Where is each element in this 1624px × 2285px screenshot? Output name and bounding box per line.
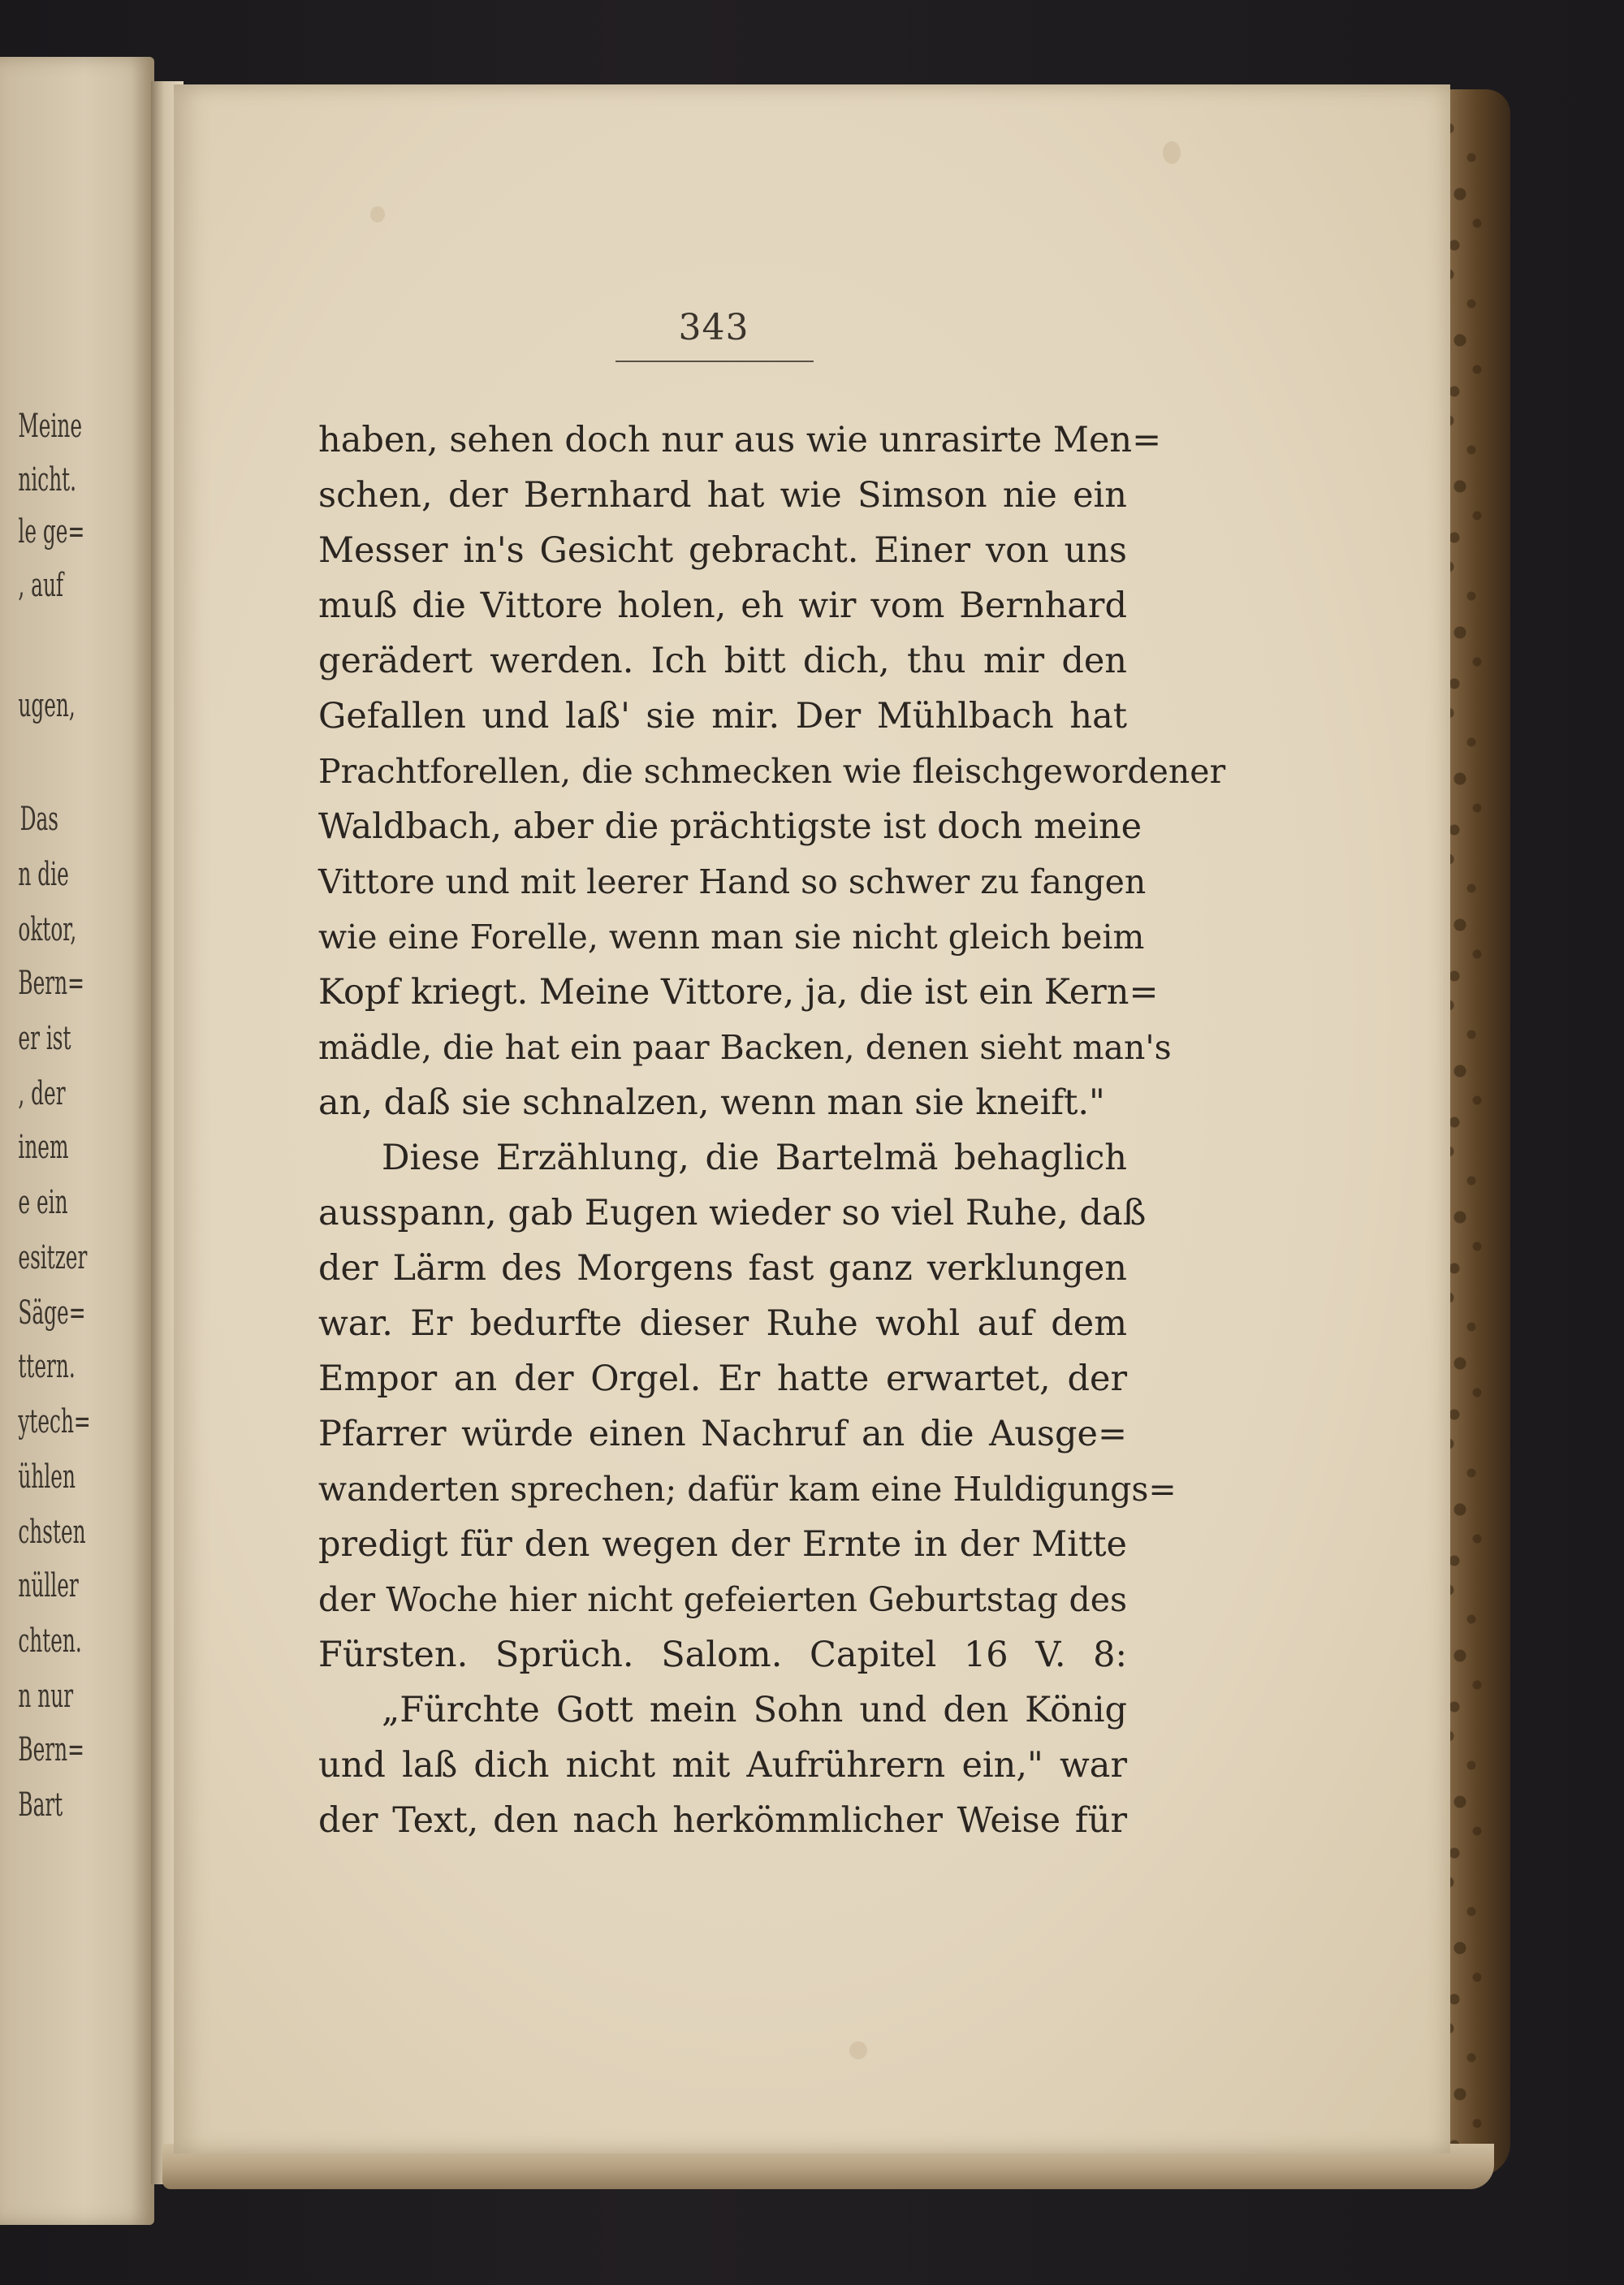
text-line: wie eine Forelle, wenn man sie nicht gleich beim (318, 918, 1145, 957)
left-page-fragment: ühlen (18, 1458, 76, 1496)
left-page-fragment: Bern= (18, 1731, 84, 1769)
left-page-fragment: esitzer (18, 1239, 88, 1276)
left-page-fragment: ugen, (18, 687, 76, 724)
left-page-fragment: , auf (18, 567, 64, 604)
text-line: und laß dich nicht mit Aufrührern ein," war (318, 1745, 1127, 1786)
left-page-fragment: er ist (18, 1020, 71, 1057)
left-page-fragment: chsten (18, 1514, 86, 1551)
text-line: der Woche hier nicht gefeierten Geburtstag des (318, 1580, 1127, 1619)
left-page-fragment: Bart (18, 1786, 63, 1824)
left-page-fragment: inem (18, 1129, 69, 1166)
text-line: Empor an der Orgel. Er hatte erwartet, der (318, 1358, 1127, 1399)
text-line: war. Er bedurfte dieser Ruhe wohl auf dem (318, 1303, 1127, 1344)
text-line: Prachtforellen, die schmecken wie fleischgewordener (318, 752, 1226, 791)
text-line: „Fürchte Gott mein Sohn und den König (382, 1690, 1127, 1730)
text-line: wanderten sprechen; dafür kam eine Huldigungs= (318, 1470, 1177, 1509)
text-line: mädle, die hat ein paar Backen, denen sieht man's (318, 1028, 1172, 1067)
left-page-fragment: nüller (18, 1567, 79, 1605)
left-page-fragment: nicht. (18, 461, 77, 499)
left-page-fragment: oktor, (18, 911, 77, 948)
left-page-fragment: le ge= (18, 513, 85, 551)
text-line: der Lärm des Morgens fast ganz verklungen (318, 1248, 1127, 1289)
previous-page (0, 57, 154, 2225)
text-line: Kopf kriegt. Meine Vittore, ja, die ist ein Kern= (318, 972, 1159, 1013)
text-line: schen, der Bernhard hat wie Simson nie ein (318, 475, 1127, 516)
paper-stain (849, 2041, 867, 2059)
text-line: an, daß sie schnalzen, wenn man sie kneift." (318, 1082, 1105, 1123)
left-page-fragment: chten. (18, 1622, 82, 1660)
left-page-fragment: Meine (18, 408, 83, 445)
text-line: haben, sehen doch nur aus wie unrasirte Men= (318, 420, 1162, 460)
left-page-fragment: e ein (18, 1184, 68, 1221)
text-line: Diese Erzählung, die Bartelmä behaglich (382, 1138, 1127, 1178)
text-line: Vittore und mit leerer Hand so schwer zu fangen (318, 862, 1147, 901)
header-rule (615, 361, 814, 362)
left-page-fragment: Das (19, 801, 58, 838)
text-line: der Text, den nach herkömmlicher Weise für (318, 1800, 1127, 1841)
left-page-fragment: n die (18, 856, 69, 893)
text-line: Fürsten. Sprüch. Salom. Capitel 16 V. 8: (318, 1635, 1127, 1675)
text-line: Waldbach, aber die prächtigste ist doch meine (318, 806, 1142, 847)
text-line: gerädert werden. Ich bitt dich, thu mir den (318, 641, 1127, 681)
left-page-fragment: Bern= (18, 965, 84, 1002)
left-page-fragment: ytech= (18, 1403, 91, 1441)
left-page-fragment: Säge= (18, 1294, 86, 1332)
text-line: Pfarrer würde einen Nachruf an die Ausge= (318, 1414, 1127, 1454)
text-line: Gefallen und laß' sie mir. Der Mühlbach hat (318, 696, 1127, 736)
page-number: 343 (678, 307, 749, 348)
left-page-fragment: , der (18, 1075, 66, 1112)
left-page-fragment: ttern. (18, 1348, 76, 1385)
text-line: Messer in's Gesicht gebracht. Einer von uns (318, 530, 1127, 571)
text-line: ausspann, gab Eugen wieder so viel Ruhe, daß (318, 1193, 1147, 1233)
text-line: predigt für den wegen der Ernte in der Mitte (318, 1524, 1127, 1565)
paper-stain (370, 206, 385, 222)
paper-stain (1163, 141, 1181, 164)
left-page-fragment: n nur (18, 1678, 74, 1715)
text-line: muß die Vittore holen, eh wir vom Bernhard (318, 585, 1127, 626)
